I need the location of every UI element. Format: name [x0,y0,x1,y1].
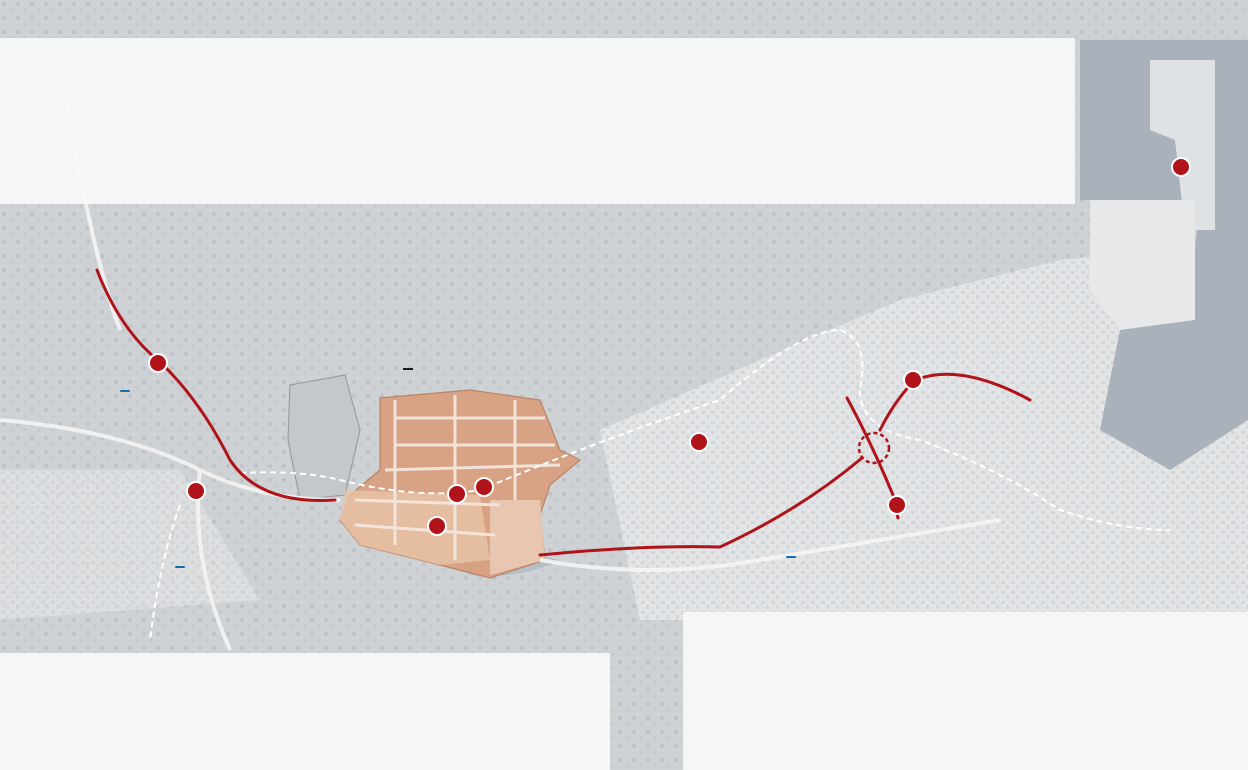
port-docks [1090,200,1195,330]
bottom-left-panel [0,653,610,770]
top-panel [0,38,1075,204]
road-badge-a8-right [786,556,796,558]
road-badge-a8-left [120,390,130,392]
marker-2 [148,353,168,373]
bottom-right-panel [683,612,1248,770]
marker-1 [186,481,206,501]
marker-3 [427,516,447,536]
marker-9 [1171,157,1191,177]
marker-4 [447,484,467,504]
marker-7 [887,495,907,515]
road-badge-a66 [175,566,185,568]
zalia-tag [403,368,413,370]
marker-6 [689,432,709,452]
marker-5 [474,477,494,497]
marker-8 [903,370,923,390]
